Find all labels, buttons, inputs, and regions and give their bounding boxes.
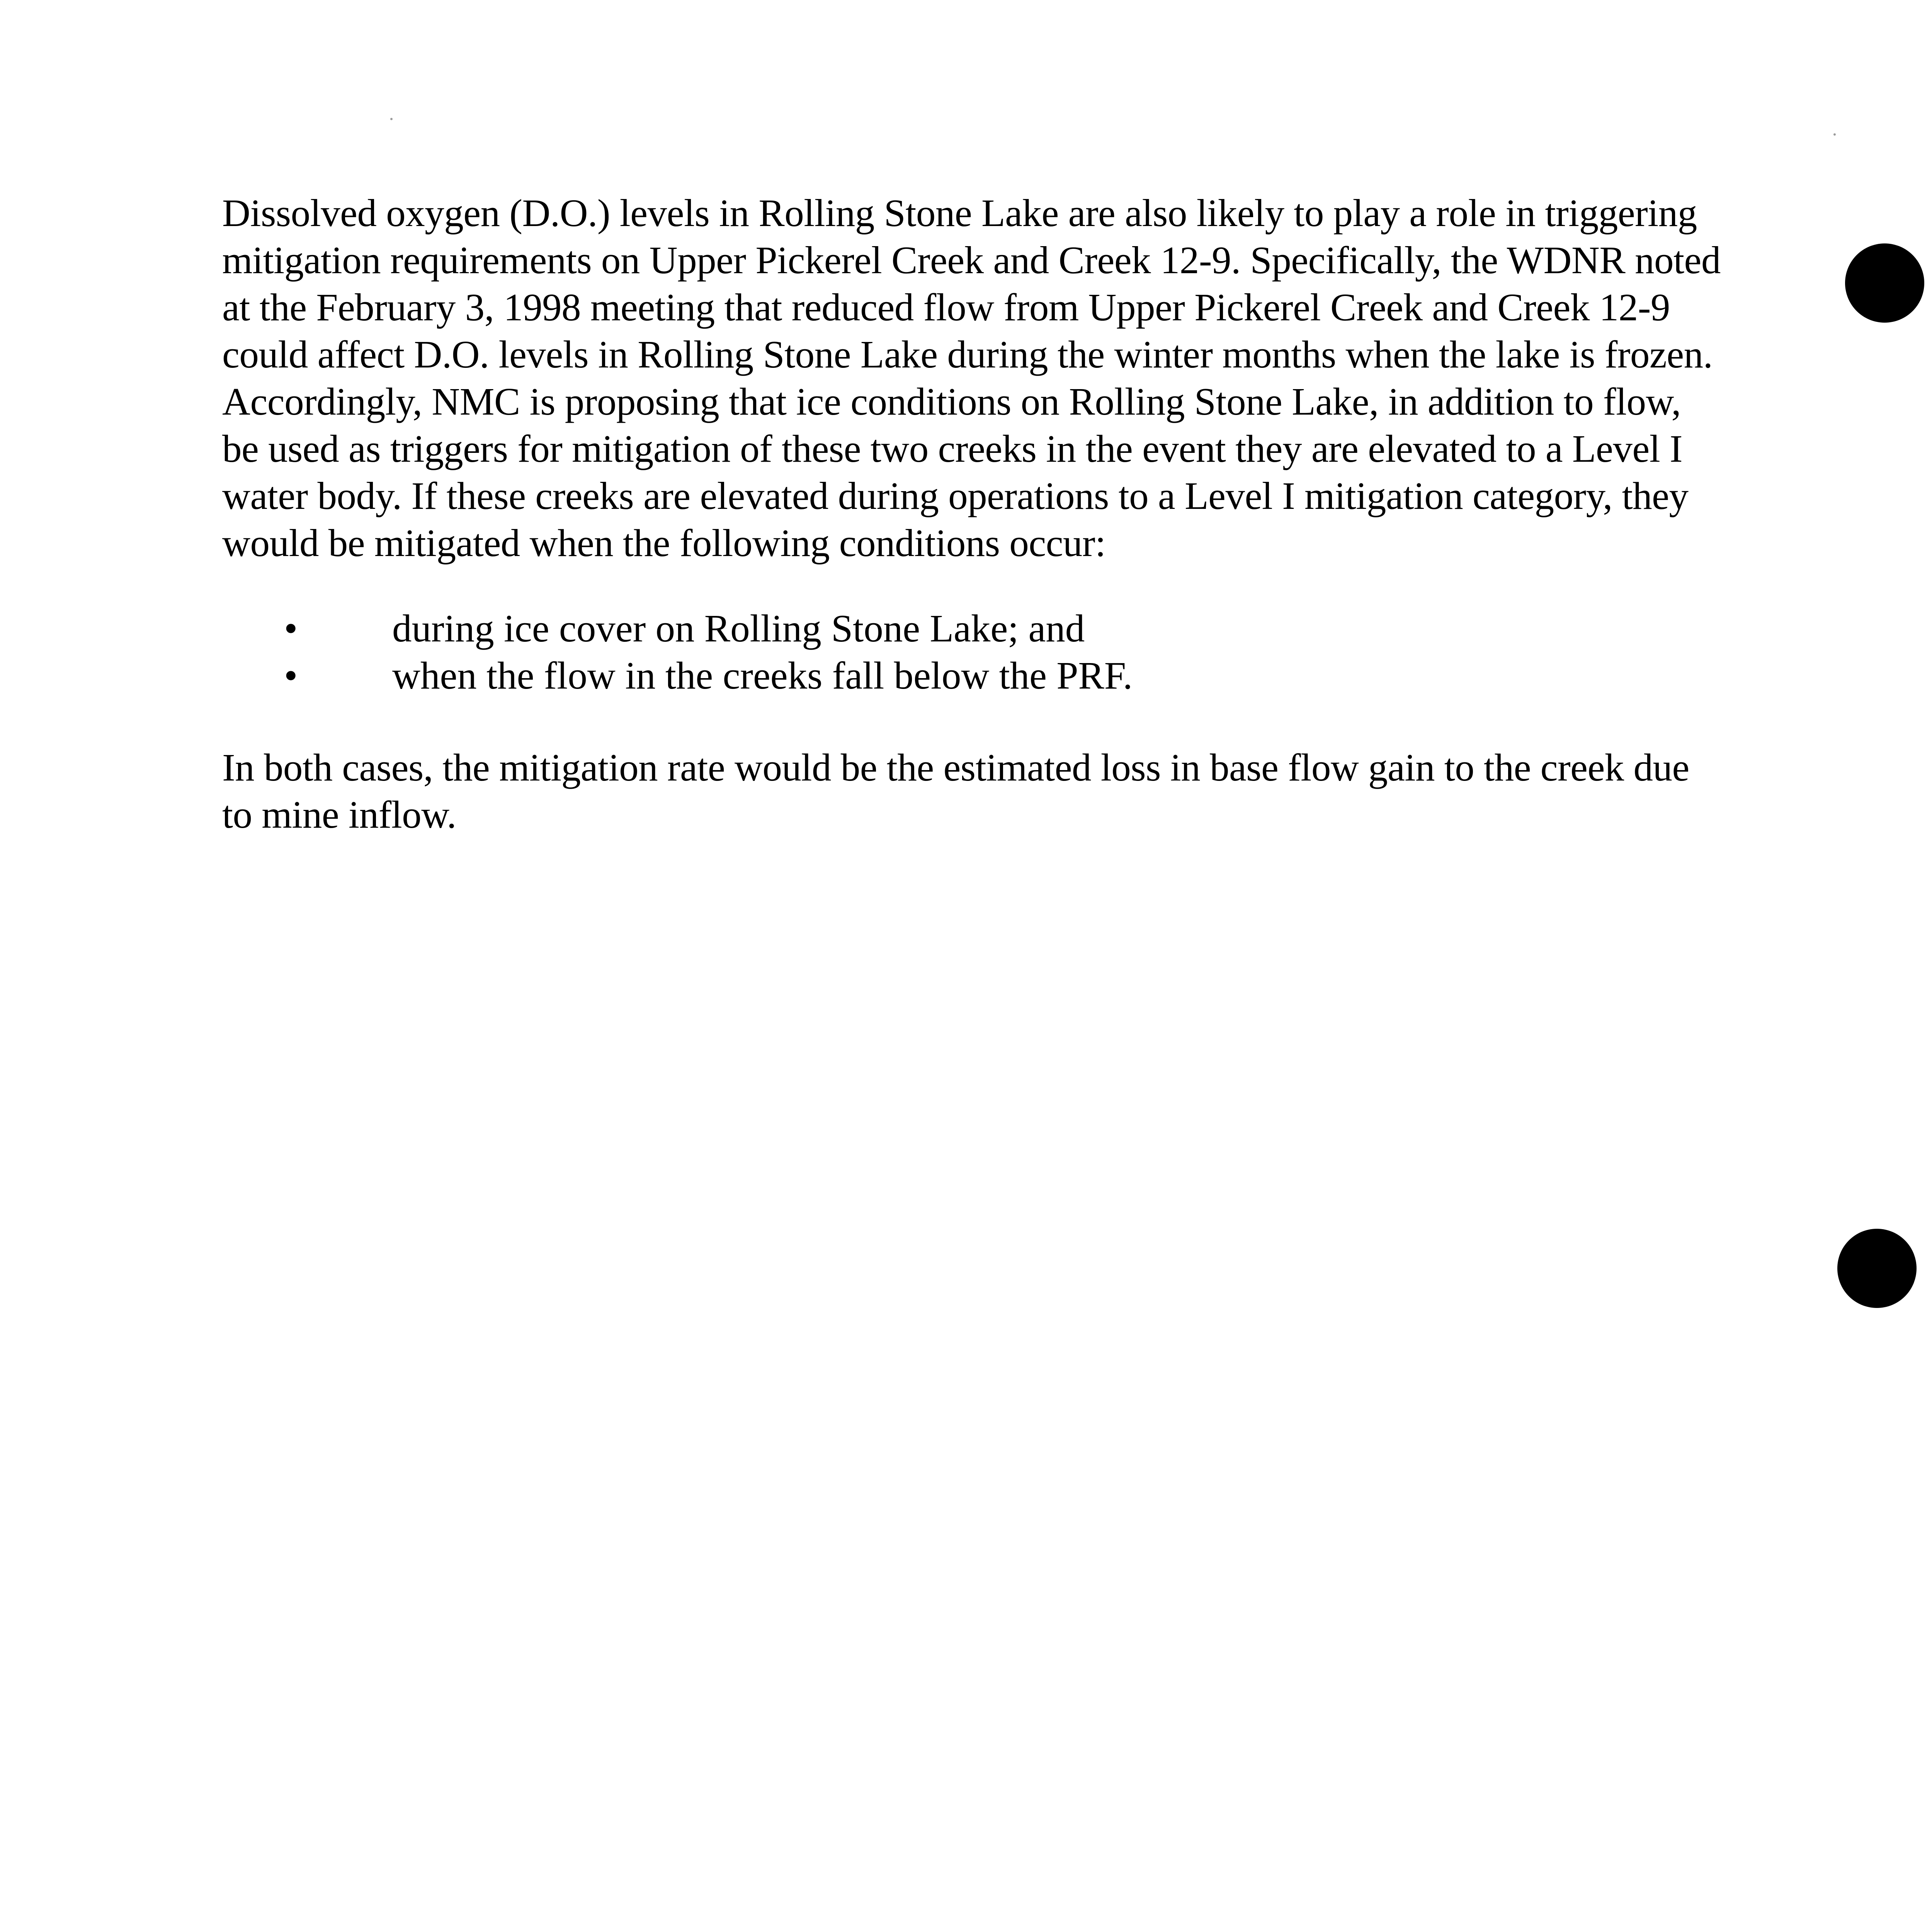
list-item-text: when the flow in the creeks fall below the PRF. <box>392 654 1133 697</box>
body-paragraph: Dissolved oxygen (D.O.) levels in Rolling Stone Lake are also likely to play a role in triggering mitigation requirements on Upper Pickerel Creek and Creek 12-9. Specifically, the WDNR noted at the February 3, 1998 meeting that reduced flow from Upper Pickerel Creek and Creek 12-9 could affect D.O. levels in Rolling Stone Lake during the winter months when the lake is frozen. Accordingly, NMC is proposing that ice conditions on Rolling Stone Lake, in addition to flow, be used as triggers for mitigation of these two creeks in the event they are elevated to a Level I water body. If these creeks are elevated during operations to a Level I mitigation category, they would be mitigated when the following conditions occur: <box>222 191 1721 565</box>
list-item <box>222 652 1721 699</box>
body-paragraph: In both cases, the mitigation rate would be the estimated loss in base flow gain to the creek due to mine inflow. <box>222 746 1689 836</box>
punch-hole <box>1837 1229 1917 1308</box>
list-item-text: during ice cover on Rolling Stone Lake; and <box>392 607 1085 650</box>
conditions-list <box>222 605 1721 699</box>
scan-speck <box>1833 133 1836 136</box>
bullet-icon: • <box>284 654 298 697</box>
bullet-icon: • <box>284 607 298 650</box>
punch-hole <box>1845 243 1924 323</box>
scan-speck <box>390 118 393 120</box>
list-item <box>222 605 1721 652</box>
